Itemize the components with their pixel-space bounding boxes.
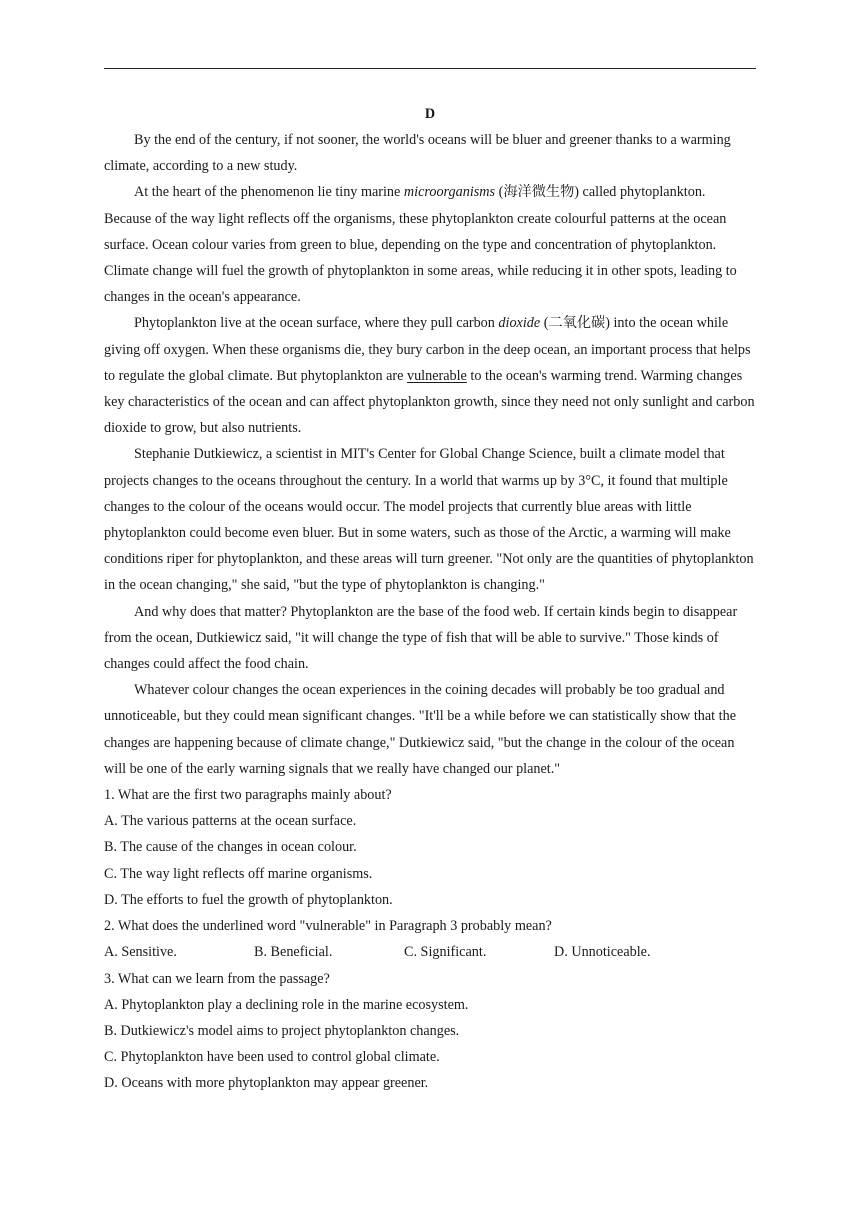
paragraph-1: By the end of the century, if not sooner, the world's oceans will be bluer and greener thanks to a warming climate, according to a new study.	[104, 132, 731, 175]
paragraph-2-term: microorganisms	[403, 184, 496, 201]
underlined-word: vulnerable	[406, 367, 467, 384]
question-1	[104, 782, 756, 913]
option-d: D. The efforts to fuel the growth of phytoplankton.	[104, 891, 393, 908]
paragraph-3-gloss: (二氧化碳)	[540, 315, 610, 332]
paragraph-3-text-a: Phytoplankton live at the ocean surface, where they pull carbon	[134, 315, 499, 332]
option-c: C. The way light reflects off marine organisms.	[104, 865, 373, 882]
paragraph-2-gloss: (海洋微生物)	[495, 184, 579, 201]
option-d: D. Unnoticeable.	[554, 944, 651, 961]
options-row	[104, 939, 756, 965]
paragraph-2-text-a: At the heart of the phenomenon lie tiny marine	[134, 184, 404, 201]
question-2	[104, 913, 756, 965]
option-c: C. Significant.	[404, 944, 487, 961]
option-a: A. Sensitive.	[104, 944, 177, 961]
option-b: B. The cause of the changes in ocean colour.	[104, 839, 357, 856]
option-d: D. Oceans with more phytoplankton may appear greener.	[104, 1075, 429, 1092]
option-b: B. Dutkiewicz's model aims to project phytoplankton changes.	[104, 1022, 460, 1039]
option-a: A. Phytoplankton play a declining role in the marine ecosystem.	[104, 996, 469, 1013]
question-stem: 2. What does the underlined word "vulnerable" in Paragraph 3 probably mean?	[104, 918, 552, 935]
question-stem: 3. What can we learn from the passage?	[104, 970, 330, 987]
question-3	[104, 966, 756, 1097]
paragraph-3-text-b: into the ocean while giving off oxygen. When these organisms die, they bury carbon in the deep ocean, an important process that helps to regulate the global climate. But phytoplankton are	[104, 315, 751, 384]
section-label: D	[424, 106, 436, 122]
header-rule	[104, 68, 756, 69]
option-a: A. The various patterns at the ocean surface.	[104, 813, 357, 830]
paragraph-2	[104, 179, 756, 310]
paragraph-5: And why does that matter? Phytoplankton are the base of the food web. If certain kinds begin to disappear from the ocean, Dutkiewicz said, "it will change the type of fish that will be able to survive." Those kinds of changes could affect the food chain.	[104, 603, 738, 673]
paragraph-2-text-b: called phytoplankton. Because of the way light reflects off the organisms, these phytoplankton create colourful patterns at the ocean surface. Ocean colour varies from green to blue, depending on the type and concentration of phytoplankton. Climate change will fuel the growth of phytoplankton in some areas, while reducing it in other spots, leading to changes in the ocean's appearance.	[104, 184, 737, 306]
option-c: C. Phytoplankton have been used to control global climate.	[104, 1049, 440, 1066]
paragraph-3-term: dioxide	[498, 315, 541, 332]
option-b: B. Beneficial.	[254, 944, 333, 961]
paragraph-3-text-c: to the ocean's warming trend. Warming changes key characteristics of the ocean and can affect phytoplankton growth, since they need not only sunlight and carbon dioxide to grow, but also nutrients.	[104, 367, 755, 437]
paragraph-6: Whatever colour changes the ocean experiences in the coining decades will probably be too gradual and unnoticeable, but they could mean significant changes. "It'll be a while before we can statistically show that the changes are happening because of climate change," Dutkiewicz said, "but the change in the colour of the ocean will be one of the early warning signals that we really have changed our planet."	[104, 682, 737, 777]
paragraph-4: Stephanie Dutkiewicz, a scientist in MIT's Center for Global Change Science, built a climate model that projects changes to the oceans throughout the century. In a world that warms up by 3°C, it found that multiple changes to the colour of the oceans would occur. The model projects that currently blue areas with little phytoplankton could become even bluer. But in some waters, such as those of the Arctic, a warming will make conditions riper for phytoplankton, and these areas will turn greener. "Not only are the quantities of phytoplankton in the ocean changing," she said, "but the type of phytoplankton is changing."	[104, 446, 754, 594]
paragraph-3	[104, 310, 756, 441]
passage-content	[104, 101, 756, 1097]
question-stem: 1. What are the first two paragraphs mainly about?	[104, 787, 392, 804]
